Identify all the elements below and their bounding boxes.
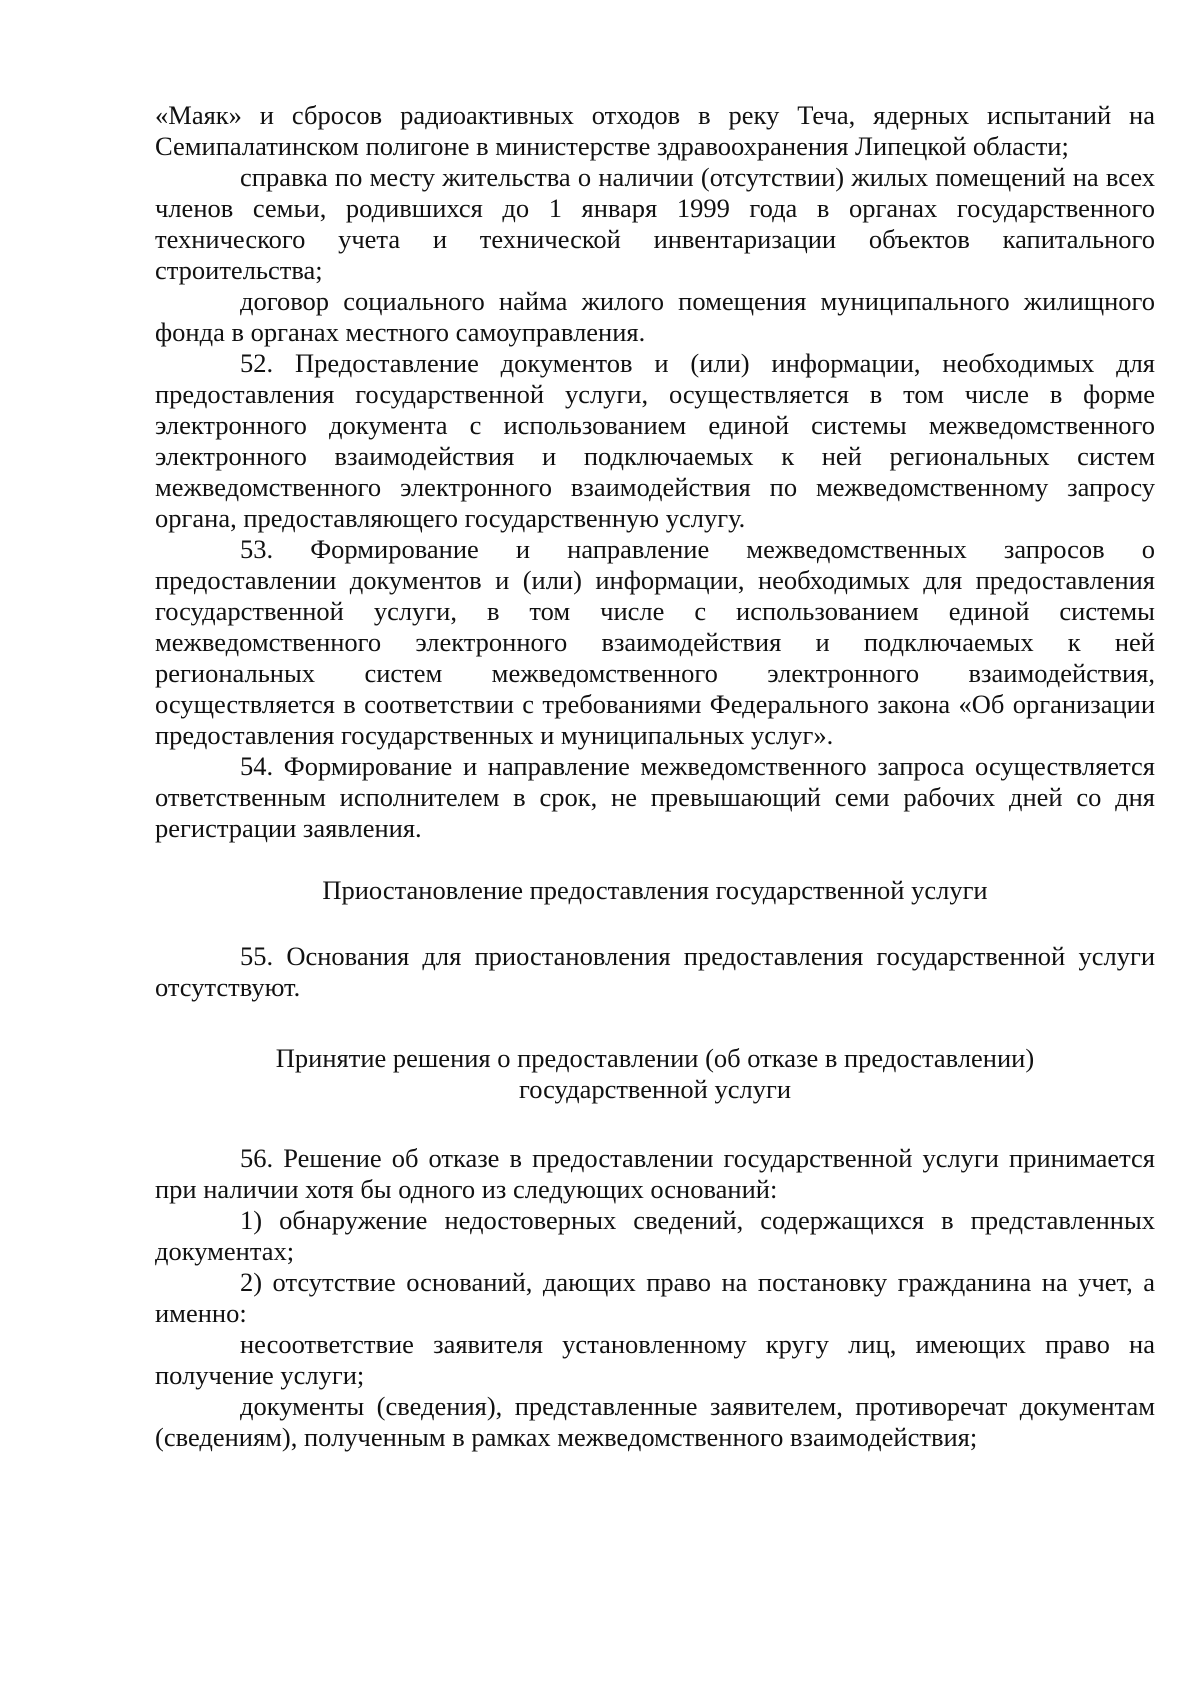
spacer bbox=[155, 1003, 1155, 1043]
paragraph-55: 55. Основания для приостановления предоставления государственной услуги отсутствуют. bbox=[155, 941, 1155, 1002]
section-title-decision-line1: Принятие решения о предоставлении (об отказе в предоставлении) bbox=[275, 1043, 1035, 1073]
spacer bbox=[155, 906, 1155, 941]
section-title-decision-line2: государственной услуги bbox=[518, 1074, 792, 1104]
paragraph-53: 53. Формирование и направление межведомственных запросов о предоставлении документов и (или) информации, необходимых для предоставления государственной услуги, в том числе с использованием единой системы межведомственного электронного взаимодействия и подключаемых к ней региональных систем межведомственного электронного взаимодействия, осуществляется в соответствии с требованиями Федерального закона «Об организации предоставления государственных и муниципальных услуг». bbox=[155, 534, 1155, 750]
paragraph-54: 54. Формирование и направление межведомственного запроса осуществляется ответственным исполнителем в срок, не превышающий семи рабочих дней со дня регистрации заявления. bbox=[155, 751, 1155, 843]
spacer bbox=[155, 1105, 1155, 1143]
paragraph-social-lease: договор социального найма жилого помещения муниципального жилищного фонда в органах местного самоуправления. bbox=[155, 286, 1155, 347]
paragraph-56-item-2-sub-2: документы (сведения), представленные заявителем, противоречат документам (сведениям), полученным в рамках межведомственного взаимодействия; bbox=[155, 1391, 1155, 1452]
section-title-suspension: Приостановление предоставления государственной услуги bbox=[322, 875, 988, 905]
paragraph-56-item-1: 1) обнаружение недостоверных сведений, содержащихся в представленных документах; bbox=[155, 1205, 1155, 1266]
paragraph-residence-certificate: справка по месту жительства о наличии (отсутствии) жилых помещений на всех членов семьи, родившихся до 1 января 1999 года в органах государственного технического учета и технической инвентаризации объектов капитального строительства; bbox=[155, 162, 1155, 285]
paragraph-56: 56. Решение об отказе в предоставлении государственной услуги принимается при наличии хотя бы одного из следующих оснований: bbox=[155, 1143, 1155, 1204]
document-page bbox=[155, 100, 1155, 1453]
paragraph-56-item-2-sub-1: несоответствие заявителя установленному кругу лиц, имеющих право на получение услуги; bbox=[155, 1329, 1155, 1390]
paragraph-radiation-clause: «Маяк» и сбросов радиоактивных отходов в реку Теча, ядерных испытаний на Семипалатинском полигоне в министерстве здравоохранения Липецкой области; bbox=[155, 100, 1155, 161]
spacer bbox=[155, 844, 1155, 875]
paragraph-52: 52. Предоставление документов и (или) информации, необходимых для предоставления государственной услуги, осуществляется в том числе в форме электронного документа с использованием единой системы межведомственного электронного взаимодействия и подключаемых к ней региональных систем межведомственного электронного взаимодействия по межведомственному запросу органа, предоставляющего государственную услугу. bbox=[155, 348, 1155, 533]
paragraph-56-item-2: 2) отсутствие оснований, дающих право на постановку гражданина на учет, а именно: bbox=[155, 1267, 1155, 1328]
